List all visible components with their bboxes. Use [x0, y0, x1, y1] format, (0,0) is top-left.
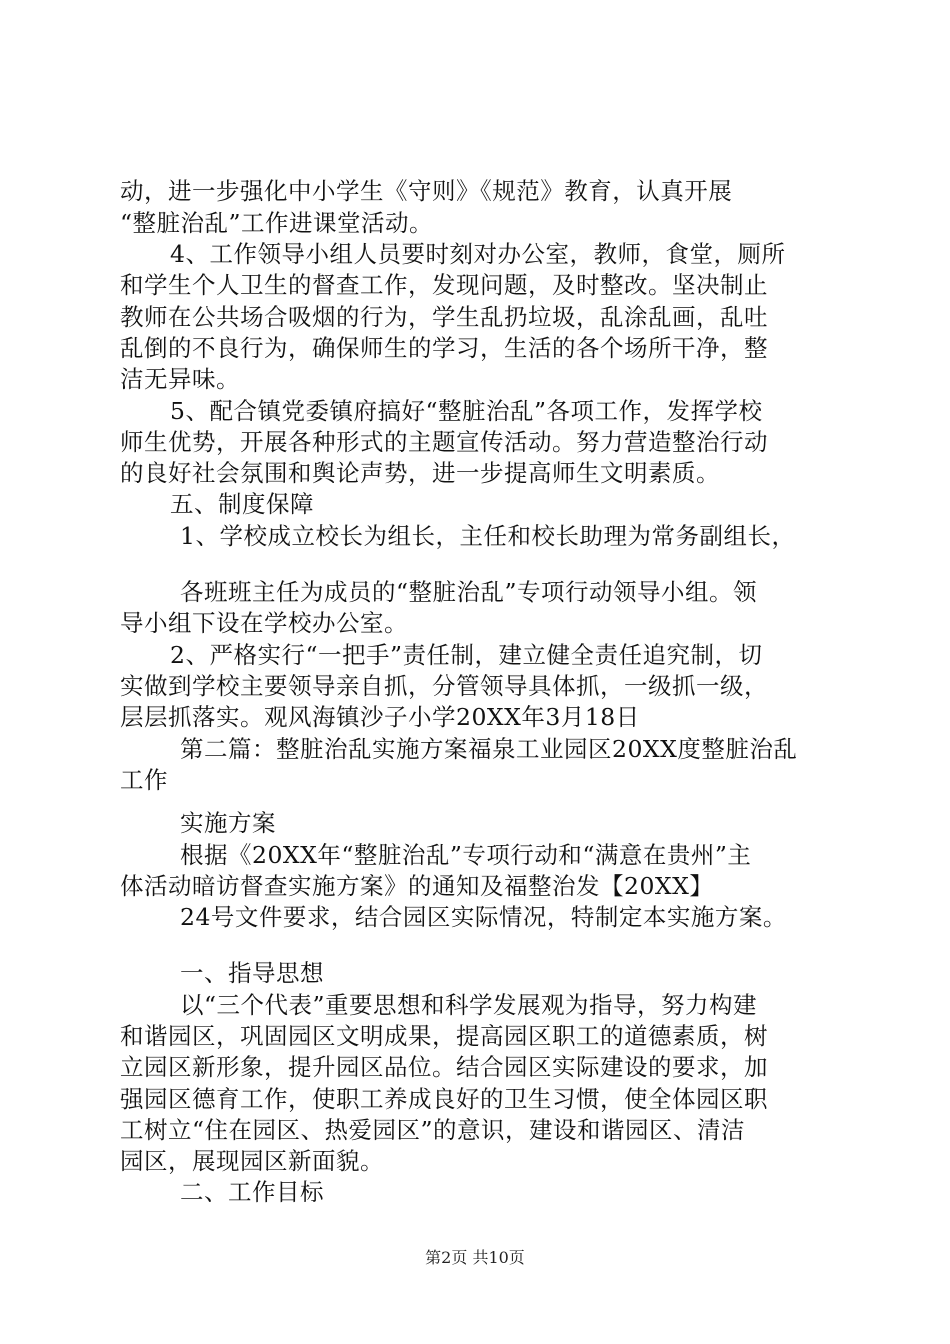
text-line: 24号文件要求，结合园区实际情况，特制定本实施方案。	[180, 903, 787, 931]
text-line: 工树立“住在园区、热爱园区”的意识，建设和谐园区、清洁	[120, 1116, 746, 1144]
text-line: 2、严格实行“一把手”责任制，建立健全责任追究制，切	[170, 641, 763, 669]
section-heading: 一、指导思想	[180, 959, 324, 987]
text-line: 教师在公共场合吸烟的行为，学生乱扔垃圾，乱涂乱画，乱吐	[120, 303, 768, 331]
text-line: 体活动暗访督查实施方案》的通知及福整治发【20XX】	[120, 872, 714, 900]
text-line: 各班班主任为成员的“整脏治乱”专项行动领导小组。领	[180, 578, 758, 606]
text-line: 的良好社会氛围和舆论声势，进一步提高师生文明素质。	[120, 459, 720, 487]
text-line: 和谐园区，巩固园区文明成果，提高园区职工的道德素质，树	[120, 1022, 768, 1050]
page-number-footer: 第2页 共10页	[425, 1248, 525, 1267]
text-line: 层层抓落实。观风海镇沙子小学20XX年3月18日	[120, 703, 640, 731]
chapter-title: 工作	[120, 766, 168, 794]
text-line: 强园区德育工作，使职工养成良好的卫生习惯，使全体园区职	[120, 1085, 768, 1113]
text-line: 以“三个代表”重要思想和科学发展观为指导，努力构建	[180, 991, 758, 1019]
text-line: 导小组下设在学校办公室。	[120, 609, 408, 637]
text-line: 5、配合镇党委镇府搞好“整脏治乱”各项工作，发挥学校	[170, 397, 763, 425]
text-line: 洁无异味。	[120, 365, 240, 393]
section-heading: 五、制度保障	[170, 490, 314, 518]
text-line: 园区，展现园区新面貌。	[120, 1147, 384, 1175]
text-line: 动，进一步强化中小学生《守则》《规范》教育，认真开展	[120, 177, 733, 205]
text-line: 乱倒的不良行为，确保师生的学习，生活的各个场所干净，整	[120, 334, 768, 362]
text-line: 4、工作领导小组人员要时刻对办公室，教师，食堂，厕所	[170, 240, 786, 268]
chapter-title: 第二篇：整脏治乱实施方案福泉工业园区20XX度整脏治乱	[180, 735, 798, 763]
text-line: 师生优势，开展各种形式的主题宣传活动。努力营造整治行动	[120, 428, 768, 456]
text-line: 和学生个人卫生的督查工作，发现问题，及时整改。坚决制止	[120, 271, 768, 299]
section-heading: 二、工作目标	[180, 1178, 324, 1206]
text-line: 1、学校成立校长为组长，主任和校长助理为常务副组长，	[180, 522, 796, 550]
text-line: “整脏治乱”工作进课堂活动。	[120, 209, 434, 237]
text-line: 根据《20XX年“整脏治乱”专项行动和“满意在贵州”主	[180, 841, 752, 869]
chapter-title: 实施方案	[180, 809, 276, 837]
text-line: 实做到学校主要领导亲自抓，分管领导具体抓，一级抓一级，	[120, 672, 768, 700]
text-line: 立园区新形象，提升园区品位。结合园区实际建设的要求，加	[120, 1053, 768, 1081]
